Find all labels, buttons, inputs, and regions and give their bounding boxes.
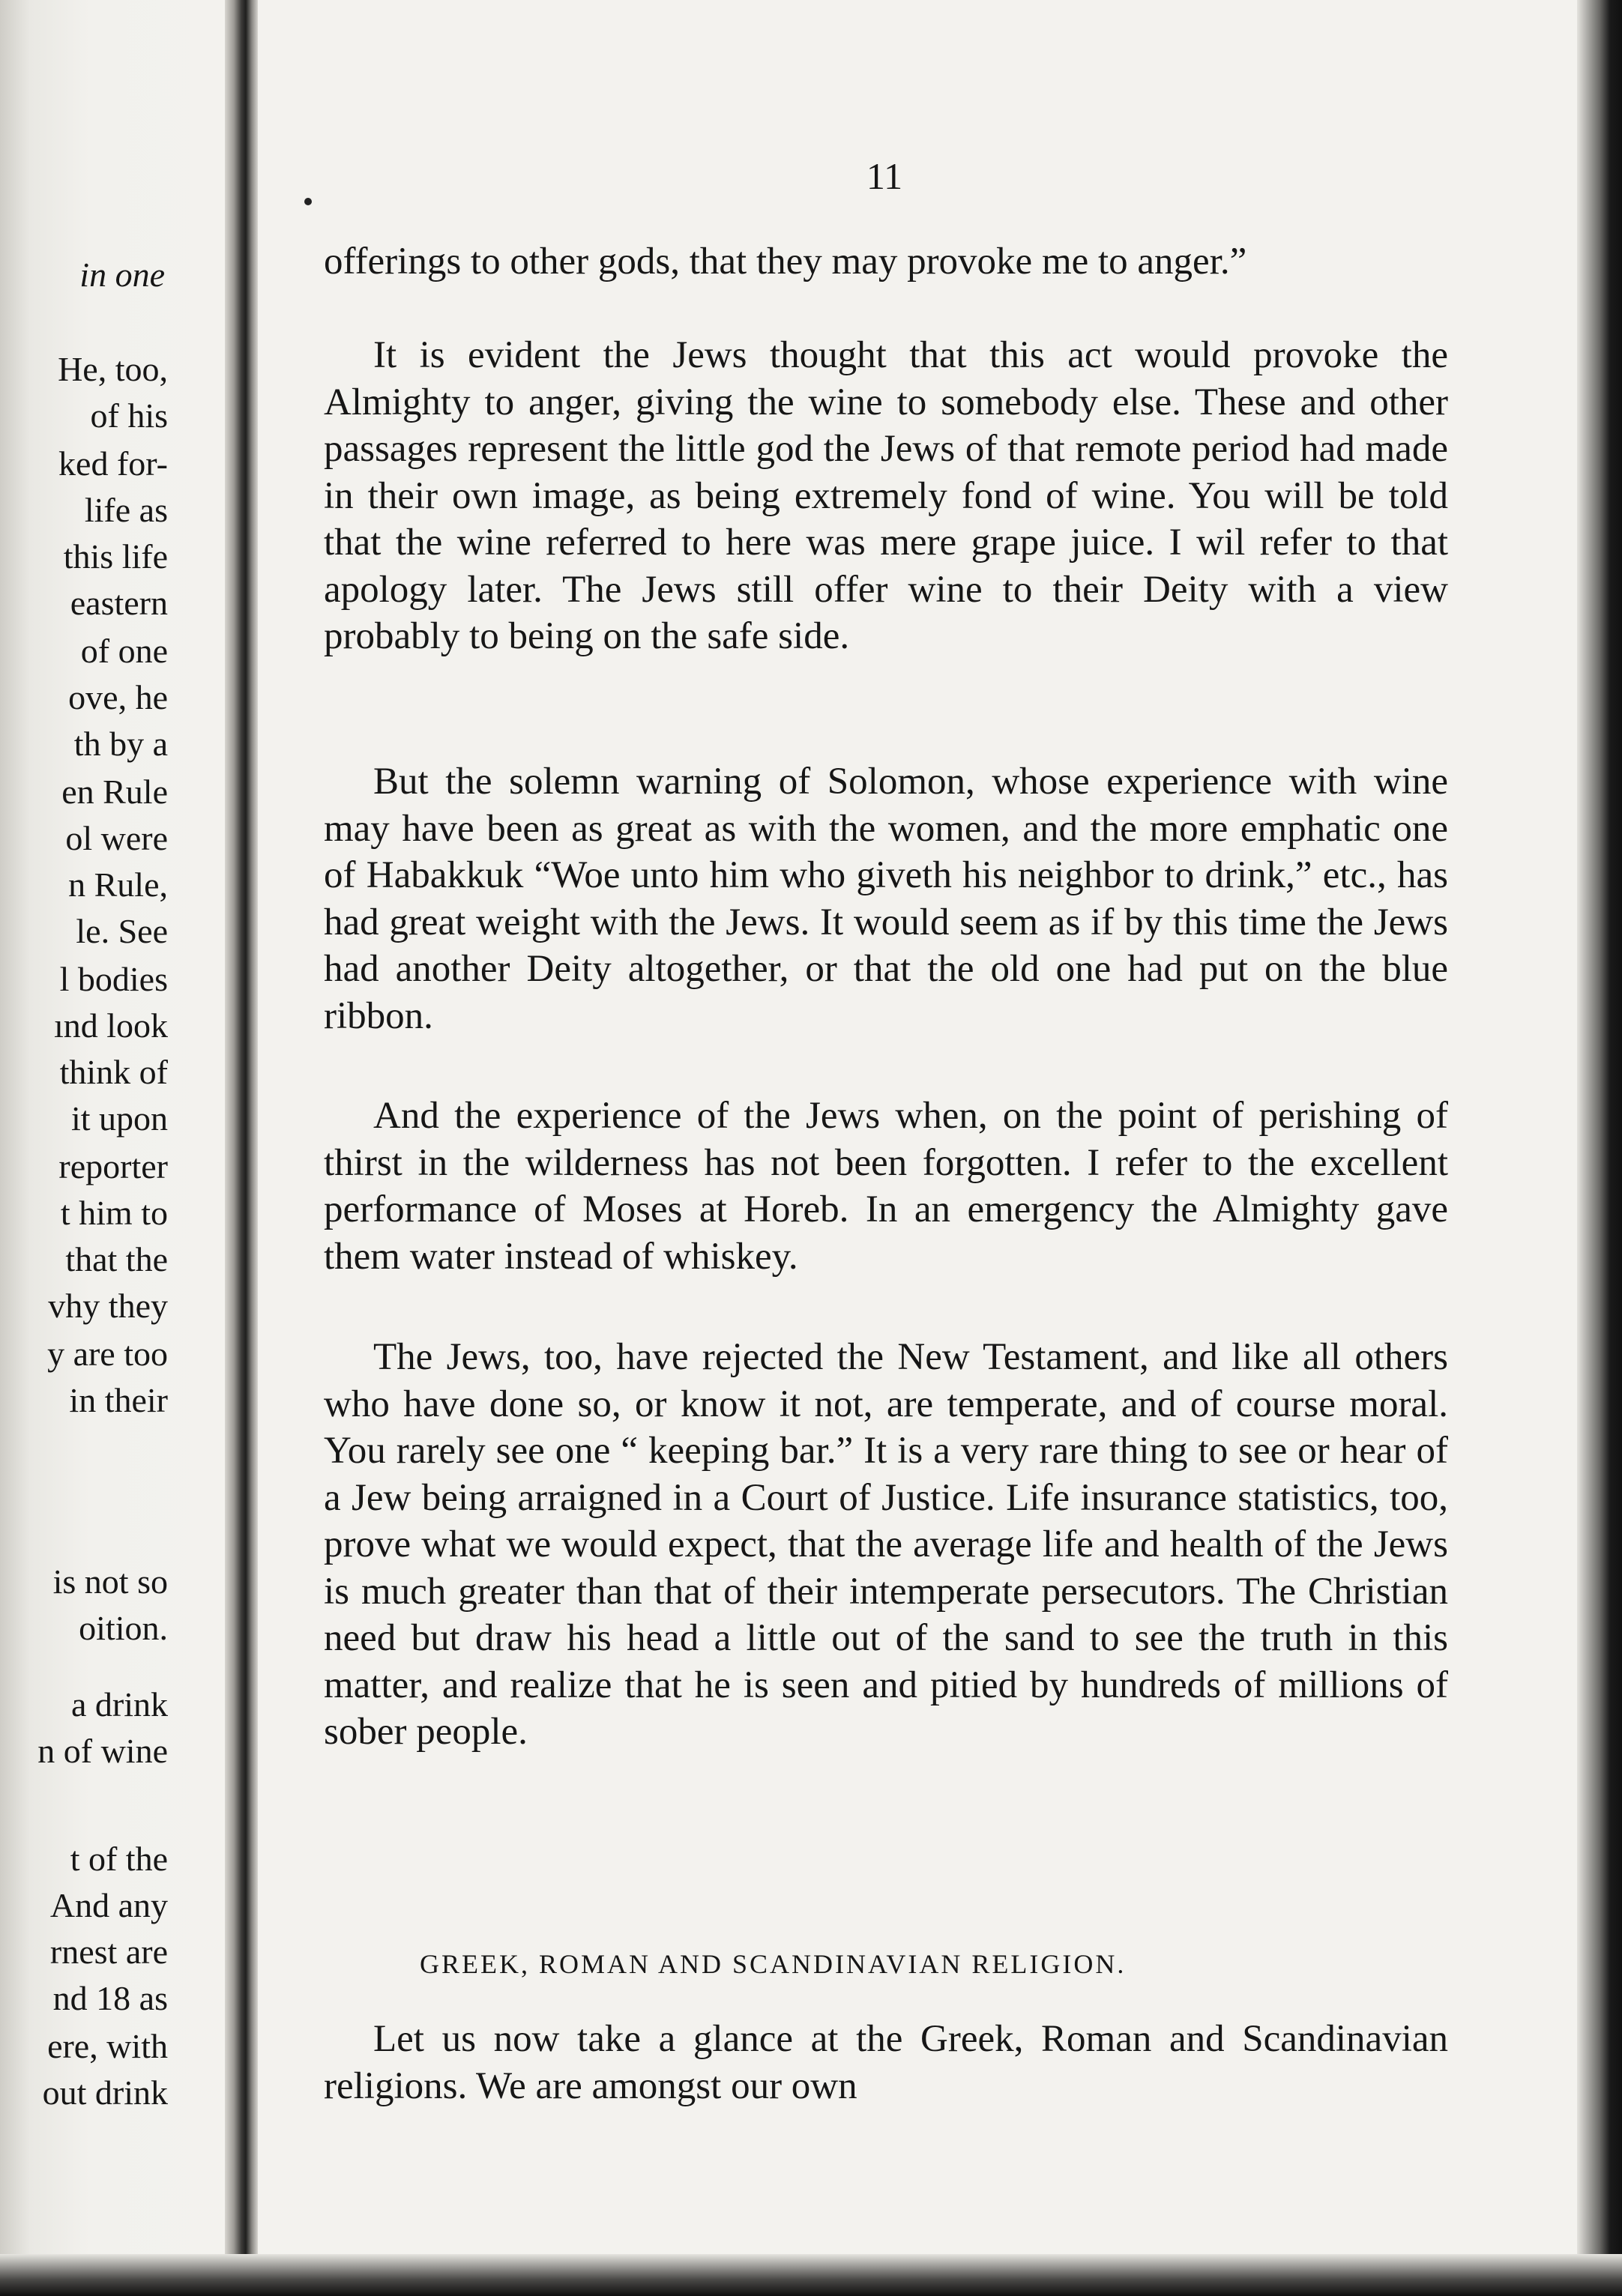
facing-page-line: of his	[90, 396, 168, 435]
paragraph-text: offerings to other gods, that they may provoke me to anger.”	[324, 241, 1247, 283]
facing-page-line: n of wine	[37, 1732, 168, 1770]
page-edge-bottom	[0, 2254, 1622, 2296]
paragraph-text: And the experience of the Jews when, on the point of perishing of thirst in the wilderness has not been forgotten. I refer to the excellent performance of Moses at Horeb. In an emergency the Almighty gave them water instead of whiskey.	[324, 1095, 1448, 1278]
facing-page-line: in their	[69, 1381, 168, 1419]
paragraph-3	[324, 758, 1448, 1039]
book-gutter	[225, 0, 258, 2296]
paragraph-2	[324, 332, 1448, 660]
facing-page-line: in one	[79, 256, 165, 294]
facing-page-line: of one	[80, 632, 168, 670]
facing-page-line: ove, he	[68, 678, 168, 716]
paragraph-text: But the solemn warning of Solomon, whose experience with wine may have been as great as with the women, and the more emphatic one of Habakkuk “Woe unto him who giveth his neighbor to drink,” etc., has had great weight with the Jews. It would seem as if by this time the Jews had another Deity altogether, or that the old one had put on the blue ribbon.	[324, 761, 1448, 1037]
facing-page-line: is not so	[52, 1562, 168, 1601]
page-edge-right	[1577, 0, 1622, 2296]
paragraph-1-continuation	[324, 238, 1448, 286]
facing-page-line: ınd look	[53, 1006, 168, 1045]
facing-page-line: ol were	[65, 819, 168, 857]
facing-page-line: n Rule,	[68, 865, 168, 904]
facing-page-line: ked for-	[58, 444, 168, 483]
page-number: 11	[866, 155, 903, 197]
facing-page-line: t him to	[60, 1194, 168, 1232]
facing-page-line: a drink	[70, 1685, 168, 1723]
paragraph-4	[324, 1093, 1448, 1280]
facing-page-line: rnest are	[49, 1933, 168, 1971]
paragraph-text: Let us now take a glance at the Greek, Roman and Scandinavian religions. We are amongst our own	[324, 2018, 1448, 2107]
facing-page-line: life as	[84, 491, 168, 529]
paragraph-6	[324, 2016, 1448, 2109]
facing-page-line: le. See	[76, 912, 168, 950]
facing-page-line: nd 18 as	[52, 1979, 168, 2017]
paragraph-text: It is evident the Jews thought that this act would provoke the Almighty to anger, giving the wine to somebody else. These and other passages represent the little god the Jews of that remote period had made in their own image, as being extremely fond of wine. You will be told that the wine referred to here was mere grape juice. I wil refer to that apology later. The Jews still offer wine to their Deity with a view probably to being on the safe side.	[324, 334, 1448, 657]
facing-page-line: t of the	[70, 1840, 168, 1878]
facing-page-line: th by a	[73, 725, 168, 763]
facing-page-fragment	[0, 0, 225, 2248]
facing-page-line: en Rule	[61, 773, 168, 811]
paragraph-5	[324, 1334, 1448, 1756]
facing-page-line: oition.	[79, 1609, 168, 1647]
facing-page-line: And any	[49, 1886, 168, 1924]
section-heading: GREEK, ROMAN AND SCANDINAVIAN RELIGION.	[420, 1949, 1127, 1979]
facing-page-line: vhy they	[48, 1287, 168, 1325]
facing-page-line: out drink	[42, 2073, 168, 2112]
facing-page-line: l bodies	[59, 960, 168, 998]
facing-page-line: He, too,	[58, 350, 168, 388]
paragraph-text: The Jews, too, have rejected the New Testament, and like all others who have done so, or know it not, are temperate, and of course moral. You rarely see one “ keeping bar.” It is a very rare thing to see or hear of a Jew being arraigned in a Court of Justice. Life insurance statistics, too, prove what we would expect, that the average life and health of the Jews is much greater than that of their intemperate persecutors. The Christian need but draw his head a little out of the sand to see the truth in this matter, and realize that he is seen and pitied by hundreds of millions of sober people.	[324, 1336, 1448, 1753]
facing-page-line: it upon	[70, 1099, 168, 1138]
facing-page-line: reporter	[58, 1147, 168, 1185]
facing-page-line: y are too	[47, 1335, 168, 1373]
facing-page-line: eastern	[70, 584, 168, 622]
facing-page-line: think of	[59, 1053, 168, 1091]
print-speck	[304, 198, 312, 205]
facing-page-line: this life	[63, 537, 168, 575]
facing-page-line: that the	[65, 1240, 168, 1278]
facing-page-line: ere, with	[47, 2027, 168, 2065]
